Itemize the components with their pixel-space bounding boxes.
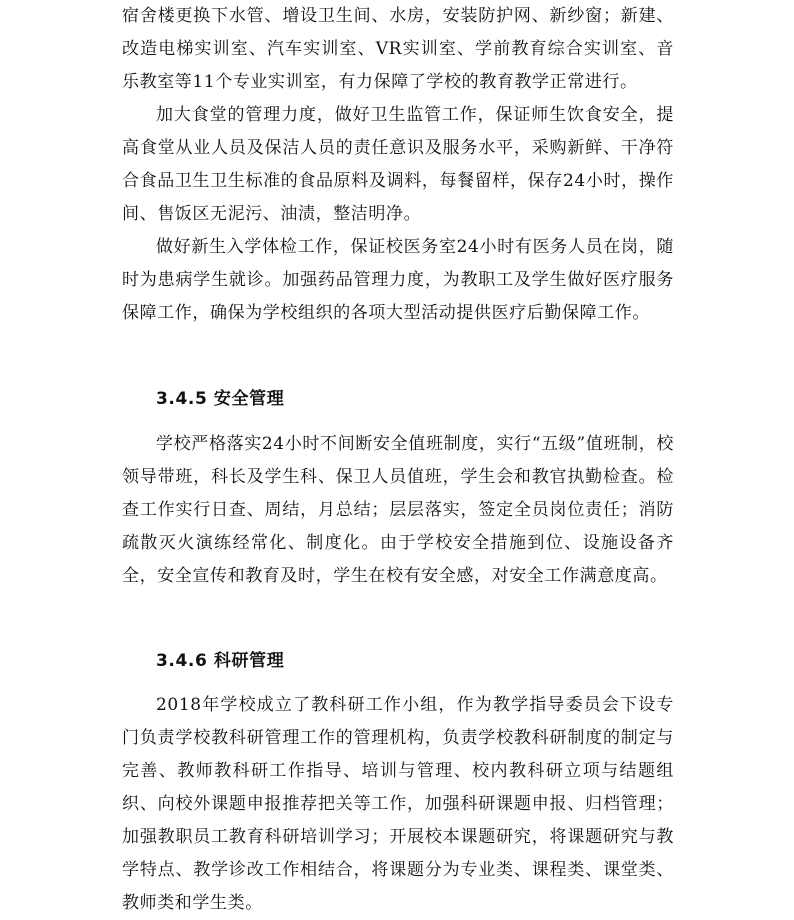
paragraph-text: 宿舍楼更换下水管、增设卫生间、水房，安装防护网、新纱窗；新建、改造电梯实训室、汽车实训室、VR实训室、学前教育综合实训室、音乐教室等11个专业实训室，有力保障了学校的教育教学正常进行。 <box>122 6 674 92</box>
paragraph-facilities <box>122 0 674 99</box>
paragraph-canteen <box>122 99 674 231</box>
paragraph-text: 加大食堂的管理力度，做好卫生监管工作，保证师生饮食安全，提高食堂从业人员及保洁人员的责任意识及服务水平，采购新鲜、干净符合食品卫生卫生标准的食品原料及调料，每餐留样，保存24小时，操作间、售饭区无泥污、油渍，整洁明净。 <box>122 105 674 224</box>
paragraph-research <box>122 689 674 920</box>
paragraph-text: 学校严格落实24小时不间断安全值班制度，实行“五级”值班制，校领导带班，科长及学生科、保卫人员值班，学生会和教官执勤检查。检查工作实行日查、周结，月总结；层层落实，签定全员岗位责任；消防疏散灭火演练经常化、制度化。由于学校安全措施到位、设施设备齐全，安全宣传和教育及时，学生在校有安全感，对安全工作满意度高。 <box>122 434 674 586</box>
paragraph-safety <box>122 428 674 593</box>
paragraph-text: 2018年学校成立了教科研工作小组，作为教学指导委员会下设专门负责学校教科研管理工作的管理机构，负责学校教科研制度的制定与完善、教师教科研工作指导、培训与管理、校内教科研立项与结题组织、向校外课题申报推荐把关等工作，加强科研课题申报、归档管理；加强教职员工教育科研培训学习；开展校本课题研究，将课题研究与教学特点、教学诊改工作相结合，将课题分为专业类、课程类、课堂类、教师类和学生类。 <box>122 695 674 913</box>
section-heading-safety: 3.4.5 安全管理 <box>156 389 285 409</box>
paragraph-text: 做好新生入学体检工作，保证校医务室24小时有医务人员在岗，随时为患病学生就诊。加强药品管理力度，为教职工及学生做好医疗服务保障工作，确保为学校组织的各项大型活动提供医疗后勤保障工作。 <box>122 237 674 323</box>
paragraph-medical <box>122 231 674 330</box>
section-heading-research: 3.4.6 科研管理 <box>156 651 285 671</box>
